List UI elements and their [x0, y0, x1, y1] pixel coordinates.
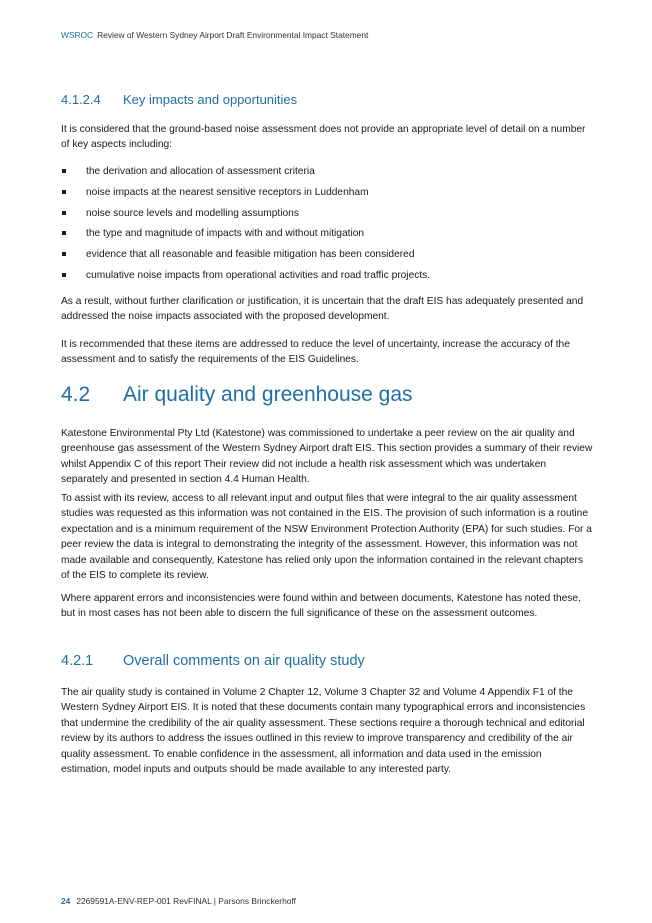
paragraph-air-quality-study — [61, 685, 593, 777]
paragraph-intro — [61, 122, 593, 153]
page-footer — [61, 896, 296, 906]
header-title: Review of Western Sydney Airport Draft Environmental Impact Statement — [97, 30, 369, 40]
list-item: noise source levels and modelling assumptions — [61, 206, 299, 221]
list-item: evidence that all reasonable and feasible mitigation has been considered — [61, 247, 415, 262]
section-heading-42 — [61, 383, 413, 407]
paragraph-data-access — [61, 491, 593, 583]
paragraph-text: To assist with its review, access to all relevant input and output files that were integral to the air quality assessment studies was requested as this information was not contained in the EIS. The provision of such information is a routine expectation and is a minimum requirement of the NSW Environment Protection Authority (EPA) for such studies. For a peer review the data is integral to demonstrating the integrity of the assessment. However, this information was not made available and consequently, Katestone has relied only upon the information contained in the relevant chapters of the EIS to complete its review. — [61, 493, 592, 582]
subsection-title: Overall comments on air quality study — [123, 653, 365, 669]
subsection-number: 4.1.2.4 — [61, 92, 101, 107]
page-number: 24 — [61, 896, 71, 906]
paragraph-text: It is considered that the ground-based noise assessment does not provide an appropriate level of detail on a number of key aspects including: — [61, 124, 586, 151]
header-org: WSROC — [61, 30, 94, 40]
paragraph-text: As a result, without further clarification or justification, it is uncertain that the draft EIS has adequately presented and addressed the noise impacts associated with the proposed development. — [61, 296, 584, 323]
paragraph-text: Katestone Environmental Pty Ltd (Katestone) was commissioned to undertake a peer review on the air quality and greenhouse gas assessment of the Western Sydney Airport draft EIS. This section provides a summary of their review whilst Appendix C of this report Their review did not include a health risk assessment which was undertaken separately and presented in section 4.4 Human Health. — [61, 428, 593, 486]
paragraph-text: Where apparent errors and inconsistencies were found within and between documents, Katestone has noted these, but in most cases has not been able to discern the full significance of these on the assessment outcomes. — [61, 593, 581, 620]
paragraph-conclusion — [61, 294, 593, 325]
footer-text: 2269591A-ENV-REP-001 RevFINAL | Parsons Brinckerhoff — [76, 896, 296, 906]
paragraph-errors — [61, 591, 593, 622]
list-item: cumulative noise impacts from operational activities and road traffic projects. — [61, 268, 430, 283]
subsection-number: 4.2.1 — [61, 653, 94, 669]
list-item: the derivation and allocation of assessment criteria — [61, 164, 315, 179]
paragraph-katestone — [61, 426, 593, 488]
paragraph-text: The air quality study is contained in Volume 2 Chapter 12, Volume 3 Chapter 32 and Volume 4 Appendix F1 of the Western Sydney Airport EIS. It is noted that these documents contain many typographical errors and inconsistencies that undermine the credibility of the air quality assessment. These sections require a thorough technical and editorial review by its authors to address the issues outlined in this review to improve transparency and credibility of the air quality assessment. To enable confidence in the assessment, all information and data used in the emission estimation, model inputs and outputs should be made available to any interested party. — [61, 687, 586, 776]
subsection-title: Key impacts and opportunities — [123, 92, 298, 107]
section-title: Air quality and greenhouse gas — [123, 383, 413, 406]
paragraph-recommendation — [61, 337, 593, 368]
subsection-heading-421 — [61, 653, 365, 669]
subsection-heading-4124 — [61, 92, 297, 107]
section-number: 4.2 — [61, 383, 91, 406]
paragraph-text: It is recommended that these items are addressed to reduce the level of uncertainty, increase the accuracy of the assessment and to satisfy the requirements of the EIS Guidelines. — [61, 339, 570, 366]
running-header — [61, 30, 368, 40]
list-item: noise impacts at the nearest sensitive receptors in Luddenham — [61, 185, 369, 200]
list-item: the type and magnitude of impacts with and without mitigation — [61, 226, 364, 241]
